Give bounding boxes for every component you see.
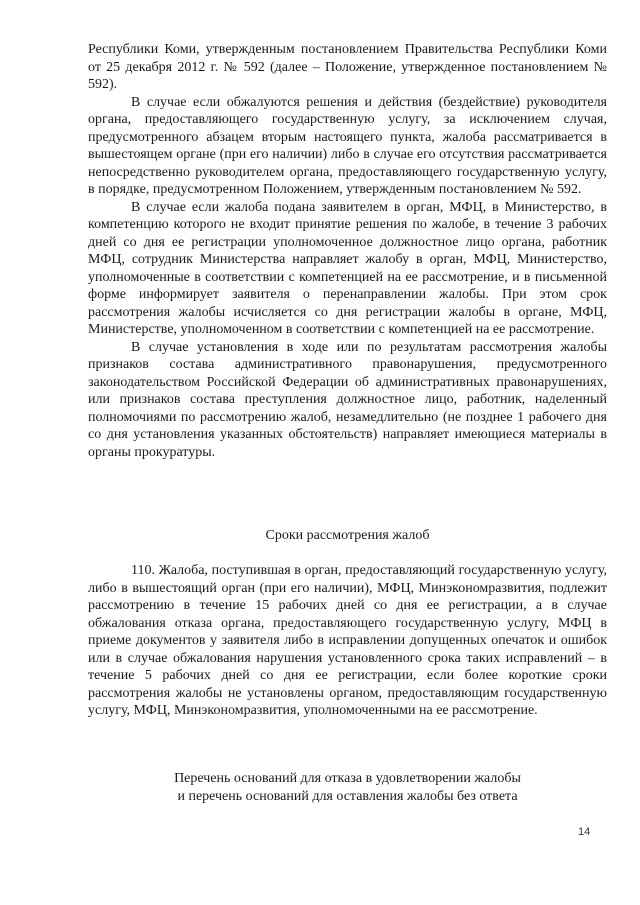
paragraph-complaint-head: В случае если обжалуются решения и действия (бездействие) руководителя органа, предоставляющего государственную услугу, за исключением случая, предусмотренного абзацем вторым настоящего пункта, жалоба рассматривается в вышестоящем органе (при его наличии) либо в случае его отсутствия рассматривается непосредственно руководителем органа, предоставляющего государственную услугу, в порядке, предусмотренном Положением, утвержденным постановлением № 592. xyxy=(88,94,607,197)
section-heading-text: Сроки рассмотрения жалоб xyxy=(265,528,430,543)
bottom-heading-line-2: и перечень оснований для оставления жалобы без ответа xyxy=(177,788,518,804)
bottom-heading xyxy=(88,770,607,805)
paragraph-continuation: Республики Коми, утвержденным постановлением Правительства Республики Коми от 25 декабря 2012 г. № 592 (далее – Положение, утвержденное постановлением № 592). xyxy=(88,42,607,92)
paragraph-prosecution: В случае установления в ходе или по результатам рассмотрения жалобы признаков состава административного правонарушения, предусмотренного законодательством Российской Федерации об административных правонарушениях, или признаков состава преступления должностное лицо, работник, наделенный полномочиями по рассмотрению жалоб, незамедлительно (не позднее 1 рабочего дня со дня установления указанных обстоятельств) направляет имеющиеся материалы в органы прокуратуры. xyxy=(88,339,607,460)
paragraph-110: 110. Жалоба, поступившая в орган, предоставляющий государственную услугу, либо в вышестоящий орган (при его наличии), МФЦ, Минэкономразвития, подлежит рассмотрению в течение 15 рабочих дней со дня ее регистрации, а в случае обжалования отказа органа, предоставляющего государственную услугу, МФЦ в приеме документов у заявителя либо в исправлении допущенных опечаток и ошибок или в случае обжалования нарушения установленного срока таких исправлений – в течение 5 рабочих дней со дня ее регистрации, если более короткие сроки рассмотрения жалобы не установлены органом, предоставляющим государственную услугу, МФЦ, Минэкономразвития, уполномоченными на ее рассмотрение. xyxy=(88,563,607,718)
page-number: 14 xyxy=(578,826,591,838)
paragraph-complaint-redirect: В случае если жалоба подана заявителем в орган, МФЦ, в Министерство, в компетенцию которого не входит принятие решения по жалобе, в течение 3 рабочих дней со дня ее регистрации уполномоченное должностное лицо органа, работник МФЦ, сотрудник Министерства направляет жалобу в орган, МФЦ, Министерство, уполномоченные в соответствии с компетенцией на ее рассмотрение, и в письменной форме информирует заявителя о перенаправлении жалобы. При этом срок рассмотрения жалобы исчисляется со дня регистрации жалобы в органе, МФЦ, Министерстве, уполномоченном в соответствии с компетенцией на ее рассмотрение. xyxy=(88,199,607,337)
bottom-heading-line-1: Перечень оснований для отказа в удовлетворении жалобы xyxy=(174,771,521,786)
paragraph-110-block xyxy=(88,562,607,720)
top-text-block xyxy=(88,41,607,461)
section-heading xyxy=(88,527,607,545)
